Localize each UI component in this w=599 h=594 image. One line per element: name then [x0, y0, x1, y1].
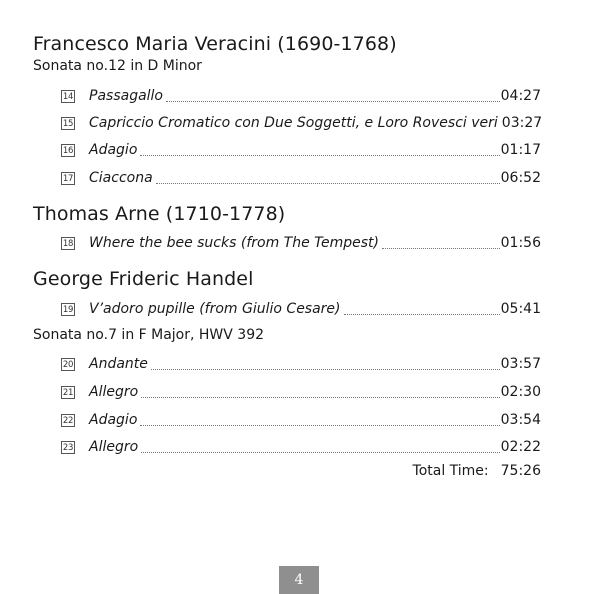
track-duration: 03:57	[500, 356, 541, 372]
track-title: Passagallo	[89, 88, 163, 104]
track-title: Ciaccona	[89, 170, 153, 186]
total-time-value: 75:26	[500, 463, 541, 479]
track-title: Adagio	[89, 412, 138, 428]
dot-leader	[140, 155, 499, 156]
track-duration: 04:27	[500, 88, 541, 104]
composer-heading: George Frideric Handel	[33, 268, 254, 290]
composer-heading: Francesco Maria Veracini (1690-1768)	[33, 33, 397, 55]
track-row	[61, 437, 541, 457]
composer-heading: Thomas Arne (1710-1778)	[33, 203, 286, 225]
track-duration: 01:56	[500, 235, 541, 251]
track-number: 16	[62, 145, 74, 156]
dot-leader	[151, 369, 500, 370]
work-title: Sonata no.7 in F Major, HWV 392	[33, 327, 265, 343]
track-duration: 06:52	[500, 170, 541, 186]
track-title: V’adoro pupille (from Giulio Cesare)	[89, 301, 341, 317]
total-time-label: Total Time:	[412, 463, 489, 479]
track-row	[61, 382, 541, 402]
total-time	[413, 463, 541, 479]
track-duration: 05:41	[500, 301, 541, 317]
track-row	[61, 113, 541, 133]
track-number: 23	[62, 442, 74, 453]
track-title: Andante	[89, 356, 148, 372]
dot-leader	[141, 452, 499, 453]
track-row	[61, 410, 541, 430]
page-number: 4	[279, 566, 319, 594]
track-duration: 02:30	[500, 384, 541, 400]
dot-leader	[344, 314, 500, 315]
track-row	[61, 354, 541, 374]
track-duration: 03:27	[501, 115, 543, 131]
track-title: Adagio	[89, 142, 138, 158]
track-row	[61, 233, 541, 253]
track-number: 22	[62, 415, 74, 426]
track-row	[61, 299, 541, 319]
track-duration: 03:54	[500, 412, 541, 428]
track-title: Where the bee sucks (from The Tempest)	[89, 235, 379, 251]
track-number: 14	[62, 91, 74, 102]
track-duration: 02:22	[500, 439, 541, 455]
work-title: Sonata no.12 in D Minor	[33, 58, 202, 74]
track-number: 15	[62, 118, 74, 129]
dot-leader	[156, 183, 500, 184]
dot-leader	[141, 397, 499, 398]
track-number: 17	[62, 173, 74, 184]
track-title: Capriccio Cromatico con Due Soggetti, e Loro Rovesci veri	[89, 115, 498, 131]
track-row	[61, 168, 541, 188]
track-title: Allegro	[89, 439, 139, 455]
dot-leader	[166, 101, 500, 102]
track-duration: 01:17	[500, 142, 541, 158]
track-row	[61, 140, 541, 160]
track-number: 18	[62, 238, 74, 249]
track-title: Allegro	[89, 384, 139, 400]
track-number: 19	[62, 304, 74, 315]
dot-leader	[382, 248, 500, 249]
dot-leader	[140, 425, 499, 426]
track-number: 20	[62, 359, 74, 370]
track-row	[61, 86, 541, 106]
track-number: 21	[62, 387, 74, 398]
